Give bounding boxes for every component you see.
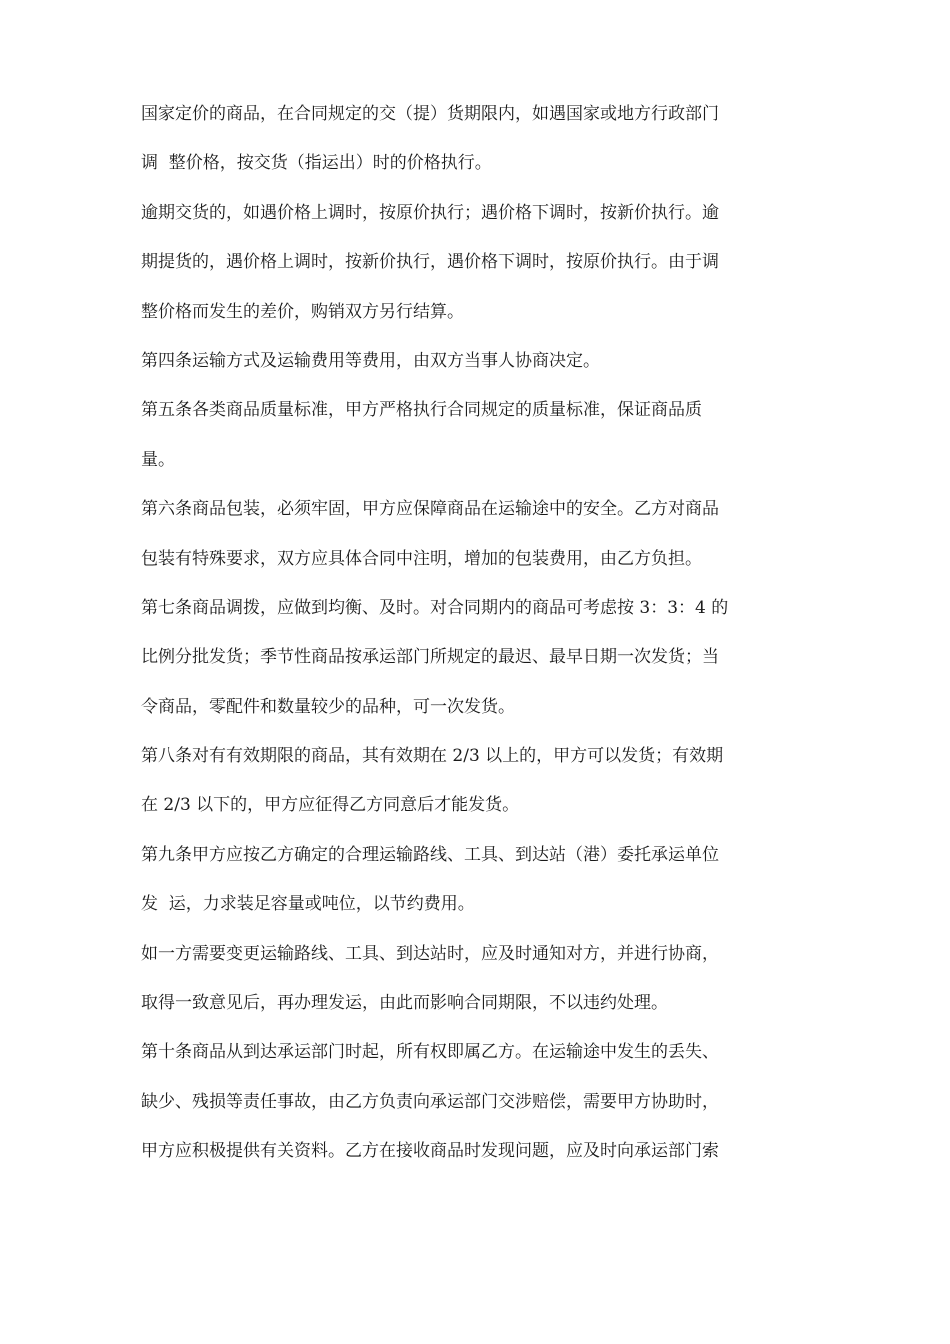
document-body xyxy=(141,96,806,1183)
text-line: 国家定价的商品，在合同规定的交（提）货期限内，如遇国家或地方行政部门 xyxy=(141,104,719,124)
text-line: 第七条商品调拨，应做到均衡、及时。对合同期内的商品可考虑按 3：3：4 的 xyxy=(141,597,729,618)
text-line: 量。 xyxy=(141,449,175,470)
text-line: 第九条甲方应按乙方确定的合理运输路线、工具、到达站（港）委托承运单位 xyxy=(141,844,719,865)
text-line: 甲方应积极提供有关资料。乙方在接收商品时发现问题，应及时向承运部门索 xyxy=(141,1141,719,1162)
text-line: 整价格而发生的差价，购销双方另行结算。 xyxy=(141,301,464,322)
text-line: 在 2/3 以下的，甲方应征得乙方同意后才能发货。 xyxy=(141,795,520,816)
text-line: 第六条商品包装，必须牢固，甲方应保障商品在运输途中的安全。乙方对商品 xyxy=(141,499,719,520)
text-line: 期提货的，遇价格上调时，按新价执行，遇价格下调时，按原价执行。由于调 xyxy=(141,252,719,273)
text-line: 令商品，零配件和数量较少的品种，可一次发货。 xyxy=(141,696,515,717)
text-line: 第八条对有有效期限的商品，其有效期在 2/3 以上的，甲方可以发货；有效期 xyxy=(141,746,724,767)
text-line: 包装有特殊要求，双方应具体合同中注明，增加的包装费用，由乙方负担。 xyxy=(141,548,702,569)
text-line: 第五条各类商品质量标准，甲方严格执行合同规定的质量标准，保证商品质 xyxy=(141,400,702,421)
text-line: 第四条运输方式及运输费用等费用，由双方当事人协商决定。 xyxy=(141,350,600,371)
text-line: 缺少、残损等责任事故，由乙方负责向承运部门交涉赔偿，需要甲方协助时， xyxy=(141,1091,719,1112)
text-line: 逾期交货的，如遇价格上调时，按原价执行；遇价格下调时，按新价执行。逾 xyxy=(141,202,719,223)
text-line: 调 整价格，按交货（指运出）时的价格执行。 xyxy=(141,153,492,174)
text-line: 如一方需要变更运输路线、工具、到达站时，应及时通知对方，并进行协商， xyxy=(141,943,719,964)
text-line: 第十条商品从到达承运部门时起，所有权即属乙方。在运输途中发生的丢失、 xyxy=(141,1042,719,1063)
text-line: 取得一致意见后，再办理发运，由此而影响合同期限，不以违约处理。 xyxy=(141,993,668,1014)
text-line: 发 运，力求装足容量或吨位，以节约费用。 xyxy=(141,894,475,915)
text-line: 比例分批发货；季节性商品按承运部门所规定的最迟、最早日期一次发货；当 xyxy=(141,647,719,668)
